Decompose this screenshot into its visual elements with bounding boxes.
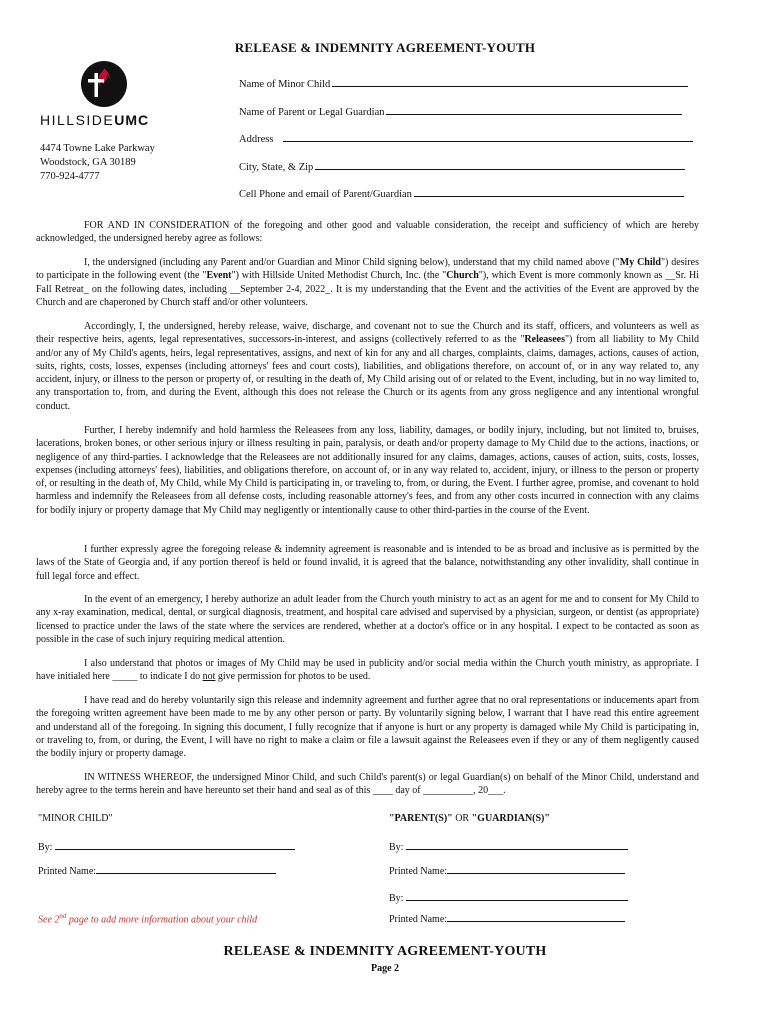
address-phone: 770-924-4777 [40,171,100,182]
page-two-title: RELEASE & INDEMNITY AGREEMENT-YOUTH [223,944,547,959]
minor-child-field[interactable] [239,77,688,90]
address-label: Address [239,134,274,145]
cell-email-label: Cell Phone and email of Parent/Guardian [239,189,412,200]
parent-printed-name-line-1[interactable] [447,864,625,874]
minor-child-line[interactable] [332,77,688,87]
witness-paragraph: IN WITNESS WHEREOF, the undersigned Minor Child, and such Child's parent(s) or legal Guardian(s) on behalf of the Minor Child, understand and hereby agree to the terms herein and have hereunto set their hand and seal as of this ____ day of __________, 20___. [36,772,699,797]
acknowledgement-paragraph: I have read and do hereby voluntarily sign this release and indemnity agreement and further agree that no oral representations or inducements apart from the foregoing written agreement have been made to me by any other person or party. By voluntarily signing below, I warrant that I have read this entire agreement and understand all of the foregoing. In signing this document, I fully recognize that if anyone is hurt or any property is damaged while My Child is participating in, or traveling to, from, or during, the Event, I will have no right to make a claim or file a lawsuit against the Releasees even if they or any of them negligently caused the bodily injury or property damage. [36,695,699,760]
parent-printed-name-field-1[interactable]: Printed Name: [389,864,625,877]
cell-email-field[interactable] [239,187,684,200]
page-title: RELEASE & INDEMNITY AGREEMENT-YOUTH [234,40,536,55]
parent-name-field[interactable] [239,105,682,118]
parent-name-line[interactable] [386,105,682,115]
minor-printed-name-field[interactable]: Printed Name: [38,864,276,877]
address-line[interactable] [283,132,693,142]
city-state-zip-label: City, State, & Zip [239,162,314,173]
page-two-note: See 2nd page to add more information about your child [38,912,258,926]
release-paragraph: Accordingly, I, the undersigned, hereby release, waive, discharge, and covenant not to sue the Church and its staff, officers, and volunteers as well as their respective heirs, agents, legal representatives, successors-in-interest, and assigns (collectively referred to as the "Releasees") from all liability to My Child and/or any of My Child's agents, heirs, legal representatives, assigns, and next of kin for any and all charges, complaints, claims, damages, actions, causes of action, suits, rights, costs, losses, expenses (including attorneys' fees and court costs), liabilities, and obligations therefore, on account of, or in any way related to, any accident, injury, or illness to the person or property of, or resulting in the death of, My Child arising out of or related to the Event, including, but in no way limited to, any transportation to, from, and during the Event, although this does not release the Church or its agents from any gross negligence and any intentional wrongful conduct. [36,321,699,412]
participation-paragraph: I, the undersigned (including any Parent and/or Guardian and Minor Child signing below), understand that my child named above ("My Child") desires to participate in the following event (the "Event") with Hillside United Methodist Church, Inc. (the "Church"), which Event is more commonly known as __Sr. Hi Fall Retreat_ on the following dates, including __September 2-4, 2022_. It is my understanding that the Event and the activities of the Event are approved by the Church and are chaperoned by Church staff and/or other volunteers. [36,257,699,308]
parent-by-field-2[interactable]: By: [389,891,628,904]
indemnify-paragraph: Further, I hereby indemnify and hold harmless the Releasees from any loss, liability, damages, or bodily injury, including, but not limited to, bruises, lacerations, broken bones, or other serious injury or illness resulting in pain, paralysis, or death and/or property damage to My Child due to the actions, inactions, or negligence of any third-parties. I acknowledge that the Releasees are not additionally insured for any claims, damages, actions, causes of action, suits, costs, losses, expenses (including attorneys' fees), liabilities, and obligations therefore, on account of, or in any way related to, accident, injury, or illness to the person or property of, or resulting in the death of, My Child, while My Child is participating in, or traveling to, from, or during, the Event. I further agree, promise, and covenant to hold harmless and indemnify the Releasees from all defense costs, including reasonable attorney's fees, and from any other costs incurred in connection with any claims for bodily injury or property damage that My Child may negligently or intentionally cause to other third-parties in the course of the Event. [36,425,699,516]
minor-child-label: Name of Minor Child [239,79,331,90]
parent-name-label: Name of Parent or Legal Guardian [239,107,385,118]
parent-printed-name-field-2[interactable]: Printed Name: [389,912,625,925]
city-state-zip-field[interactable] [239,160,685,173]
minor-printed-name-line[interactable] [96,864,276,874]
parent-by-line-1[interactable] [406,840,628,850]
church-address [40,142,155,184]
emergency-paragraph: In the event of an emergency, I hereby authorize an adult leader from the Church youth ministry to act as an agent for me and to consent for My Child to any x-ray examination, medical, dental, or surgical diagnosis, treatment, and hospital care advised and supervised by a physician, surgeon, or dentist (as appropriate) licensed to practice under the laws of the state where the services are rendered, whether at a doctor's office or in any hospital. I expect to be contacted as soon as possible in the case of such injury requiring medical attention. [36,594,699,645]
minor-child-header: "MINOR CHILD" [38,813,113,824]
city-state-zip-line[interactable] [315,160,685,170]
parent-by-line-2[interactable] [406,891,628,901]
consideration-paragraph: FOR AND IN CONSIDERATION of the foregoing and other good and valuable consideration, the receipt and sufficiency of which are hereby acknowledged, the undersigned hereby agree as follows: [36,220,699,245]
cell-email-line[interactable] [414,187,684,197]
parent-by-field-1[interactable]: By: [389,840,628,853]
logo-wordmark: HILLSIDEUMC [40,112,150,128]
photo-paragraph: I also understand that photos or images of My Child may be used in publicity and/or social media within the Church youth ministry, as appropriate. I have initialed here _____ to indicate I do not give permission for photos to be used. [36,658,699,683]
minor-by-field[interactable]: By: [38,840,295,853]
address-street: 4474 Towne Lake Parkway [40,143,155,154]
parent-printed-name-line-2[interactable] [447,912,625,922]
address-city: Woodstock, GA 30189 [40,157,136,168]
cross-and-flame-icon [80,60,128,108]
address-field[interactable] [239,132,693,145]
severability-paragraph: I further expressly agree the foregoing release & indemnity agreement is reasonable and is intended to be as broad and inclusive as is permitted by the laws of the State of Georgia and, if any portion thereof is held or found invalid, it is agreed that the balance, notwithstanding any other invalidity, shall continue in full legal force and effect. [36,544,699,582]
minor-by-line[interactable] [55,840,295,850]
parent-guardian-header: "PARENT(S)" OR "GUARDIAN(S)" [389,813,550,824]
page-number: Page 2 [370,963,400,974]
